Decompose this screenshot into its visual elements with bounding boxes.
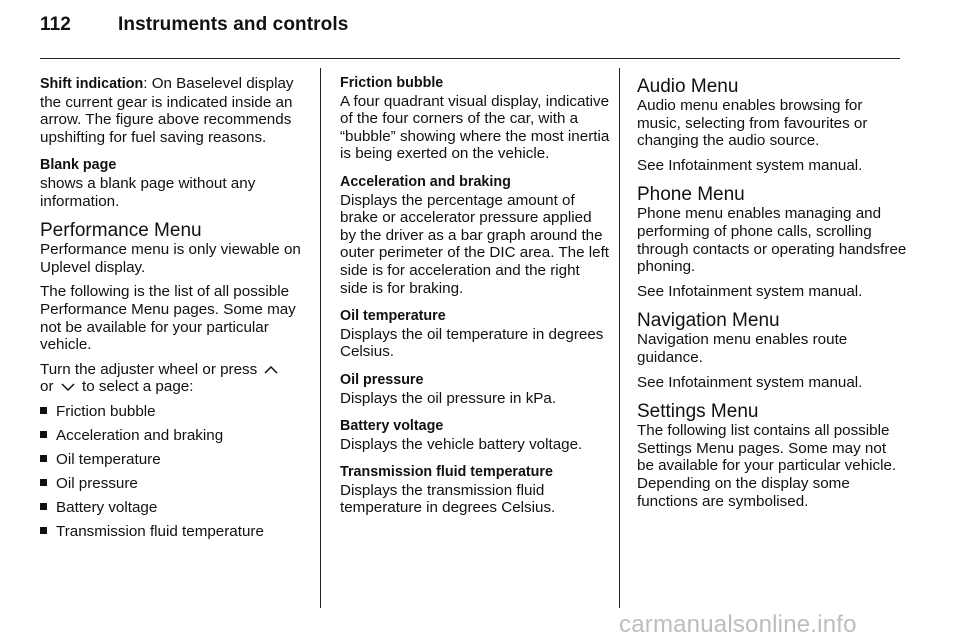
settings-menu-text: The following list contains all possible Settings Menu pages. Some may not be available for your particular vehicle. Depending on the display some functions are symbolised. [637,422,897,510]
shift-indication-label: Shift indication [40,76,144,92]
section-transmission-fluid [340,464,610,517]
page-title: Instruments and controls [118,14,349,35]
page-number: 112 [40,14,71,35]
navigation-menu-text: Navigation menu enables route guidance. [637,331,848,366]
column-divider-1 [320,68,321,608]
performance-menu-heading: Performance Menu [40,220,202,242]
bullet-icon [40,431,47,438]
column-divider-2 [619,68,620,608]
blank-page-heading: Blank page [40,157,117,174]
page-header [40,14,348,36]
list-item-label: Oil pressure [56,474,138,492]
section-text: Displays the percentage amount of brake or accelerator pressure applied by the driver as a bar graph around the outer perimeter of the DIC area. The left side is for acceleration and the right side is for braking. [340,191,610,297]
phone-menu-see: See Infotainment system manual. [637,282,863,300]
column-2 [340,75,610,528]
section-text: Displays the oil temperature in degrees Celsius. [340,325,604,361]
phone-menu-text: Phone menu enables managing and performing of phone calls, scrolling through contacts or operating handsfree phoning. [637,205,907,276]
phone-menu-heading: Phone Menu [637,184,745,206]
audio-menu-see: See Infotainment system manual. [637,156,863,174]
watermark: carmanualsonline.info [619,611,857,638]
audio-menu-heading: Audio Menu [637,76,739,97]
bullet-icon [40,503,47,510]
section-heading: Oil pressure [340,371,424,388]
list-item [40,403,308,421]
list-item [40,523,308,541]
navigation-menu-see: See Infotainment system manual. [637,373,863,391]
adjuster-instruction [40,361,308,396]
adjuster-instruction-a: Turn the adjuster wheel or press [40,360,258,378]
settings-menu-heading: Settings Menu [637,401,759,423]
list-item-label: Battery voltage [56,498,158,516]
chevron-up-icon [264,365,278,374]
section-oil-temperature [340,308,610,361]
list-item-label: Acceleration and braking [56,426,224,444]
bullet-icon [40,407,47,414]
column-3 [637,75,907,517]
section-text: Displays the transmission fluid temperature in degrees Celsius. [340,481,556,517]
section-battery-voltage [340,418,610,453]
list-item [40,427,308,445]
performance-page-list [40,403,308,541]
adjuster-instruction-b: or [40,378,54,396]
bullet-icon [40,455,47,462]
blank-page-text: shows a blank page without any information. [40,174,256,210]
section-friction-bubble [340,75,610,163]
section-heading: Oil temperature [340,308,446,325]
performance-menu-text-2: The following is the list of all possible Performance Menu pages. Some may not be available for your particular vehicle. [40,283,296,354]
section-heading: Transmission fluid temperature [340,464,553,481]
list-item [40,451,308,469]
bullet-icon [40,527,47,534]
section-oil-pressure [340,372,610,407]
shift-indication-text: : On Baselevel display the current gear is indicated inside an arrow. The figure above recommends upshifting for fuel saving reasons. [40,75,294,146]
section-text: A four quadrant visual display, indicative of the four corners of the car, with a “bubble” showing where the most inertia is being exerted on the vehicle. [340,92,610,163]
list-item-label: Friction bubble [56,402,156,420]
section-acceleration-braking [340,174,610,297]
section-heading: Acceleration and braking [340,173,511,190]
section-heading: Battery voltage [340,418,444,435]
list-item [40,475,308,493]
audio-menu-text: Audio menu enables browsing for music, selecting from favourites or changing the audio source. [637,97,868,150]
list-item-label: Oil temperature [56,450,161,468]
section-text: Displays the oil pressure in kPa. [340,389,557,407]
section-heading: Friction bubble [340,75,444,91]
chevron-down-icon [61,383,75,392]
bullet-icon [40,479,47,486]
header-rule [40,58,900,59]
shift-indication-paragraph [40,75,308,146]
blank-page-paragraph [40,157,308,210]
list-item [40,499,308,517]
list-item-label: Transmission fluid temperature [56,522,264,540]
column-1 [40,75,308,547]
adjuster-instruction-c: to select a page: [81,378,194,396]
navigation-menu-heading: Navigation Menu [637,310,780,332]
performance-menu-text-1: Performance menu is only viewable on Uplevel display. [40,241,301,276]
section-text: Displays the vehicle battery voltage. [340,435,583,453]
